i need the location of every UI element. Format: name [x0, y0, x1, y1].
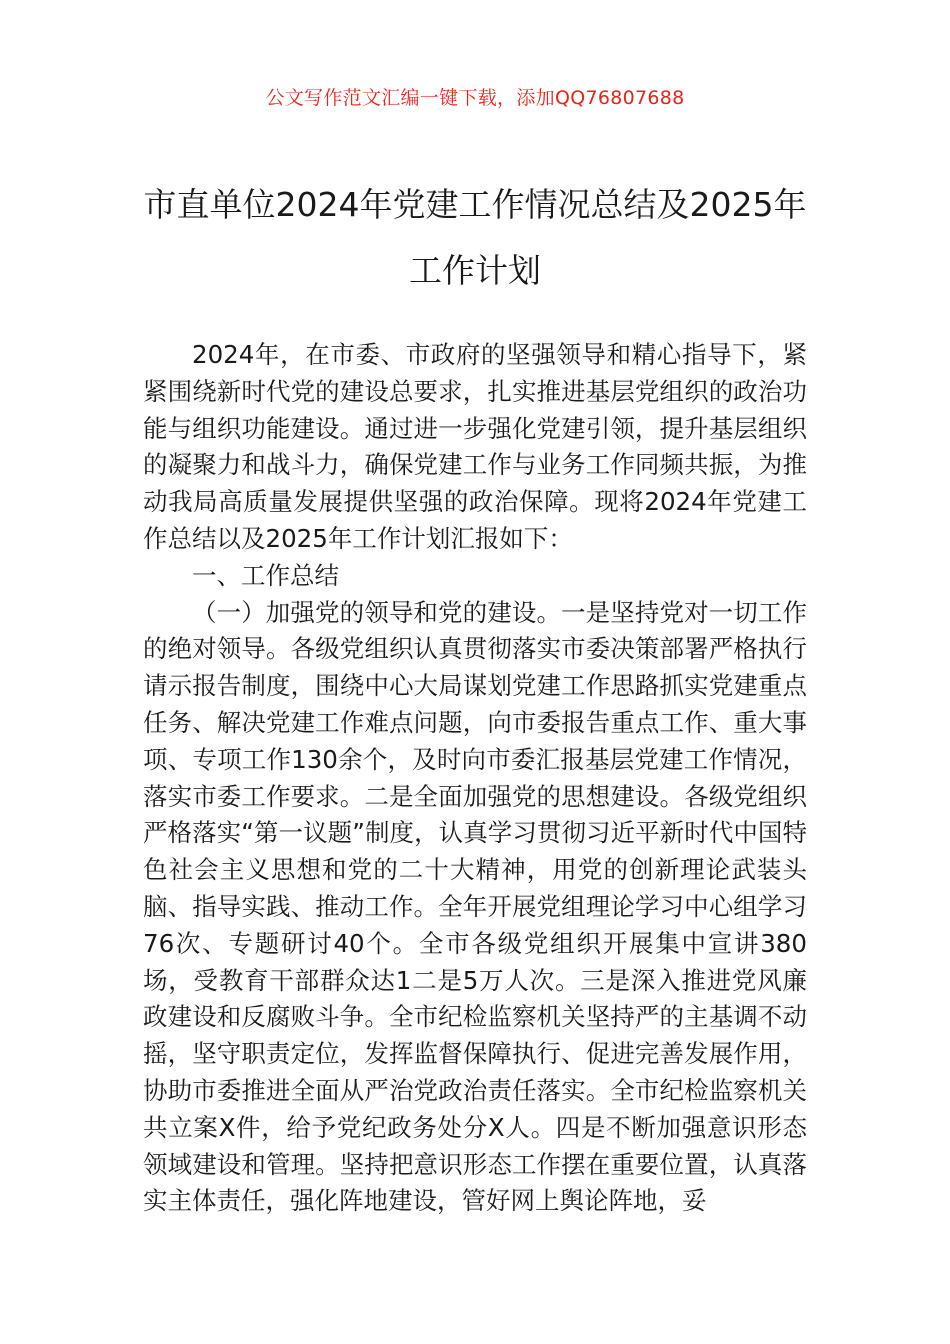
- paragraph-intro: 2024年，在市委、市政府的坚强领导和精心指导下，紧紧围绕新时代党的建设总要求，扎实推进基层党组织的政治功能与组织功能建设。通过进一步强化党建引领，提升基层组织的凝聚力和战斗力，确保党建工作与业务工作同频共振，为推动我局高质量发展提供坚强的政治保障。现将2024年党建工作总结以及2025年工作计划汇报如下：: [143, 340, 807, 553]
- paragraph-section-1: （一）加强党的领导和党的建设。一是坚持党对一切工作的绝对领导。各级党组织认真贯彻落实市委决策部署严格执行请示报告制度，围绕中心大局谋划党建工作思路抓实党建重点任务、解决党建工作难点问题，向市委报告重点工作、重大事项、专项工作130余个，及时向市委汇报基层党建工作情况，落实市委工作要求。二是全面加强党的思想建设。各级党组织严格落实“第一议题”制度，认真学习贯彻习近平新时代中国特色社会主义思想和党的二十大精神，用党的创新理论武装头脑、指导实践、推动工作。全年开展党组理论学习中心组学习76次、专题研讨40个。全市各级党组织开展集中宣讲380场，受教育干部群众达1二是5万人次。三是深入推进党风廉政建设和反腐败斗争。全市纪检监察机关坚持严的主基调不动摇，坚守职责定位，发挥监督保障执行、促进完善发展作用，协助市委推进全面从严治党政治责任落实。全市纪检监察机关共立案X件，给予党纪政务处分X人。四是不断加强意识形态领域建设和管理。坚持把意识形态工作摆在重要位置，认真落实主体责任，强化阵地建设，管好网上舆论阵地，妥: [143, 597, 807, 1216]
- header-note: 公文写作范文汇编一键下载，添加QQ76807688: [265, 87, 685, 109]
- document-body: [143, 337, 807, 1220]
- section-heading: 一、工作总结: [192, 560, 339, 590]
- document-title: 市直单位2024年党建工作情况总结及2025年工作计划: [143, 185, 807, 290]
